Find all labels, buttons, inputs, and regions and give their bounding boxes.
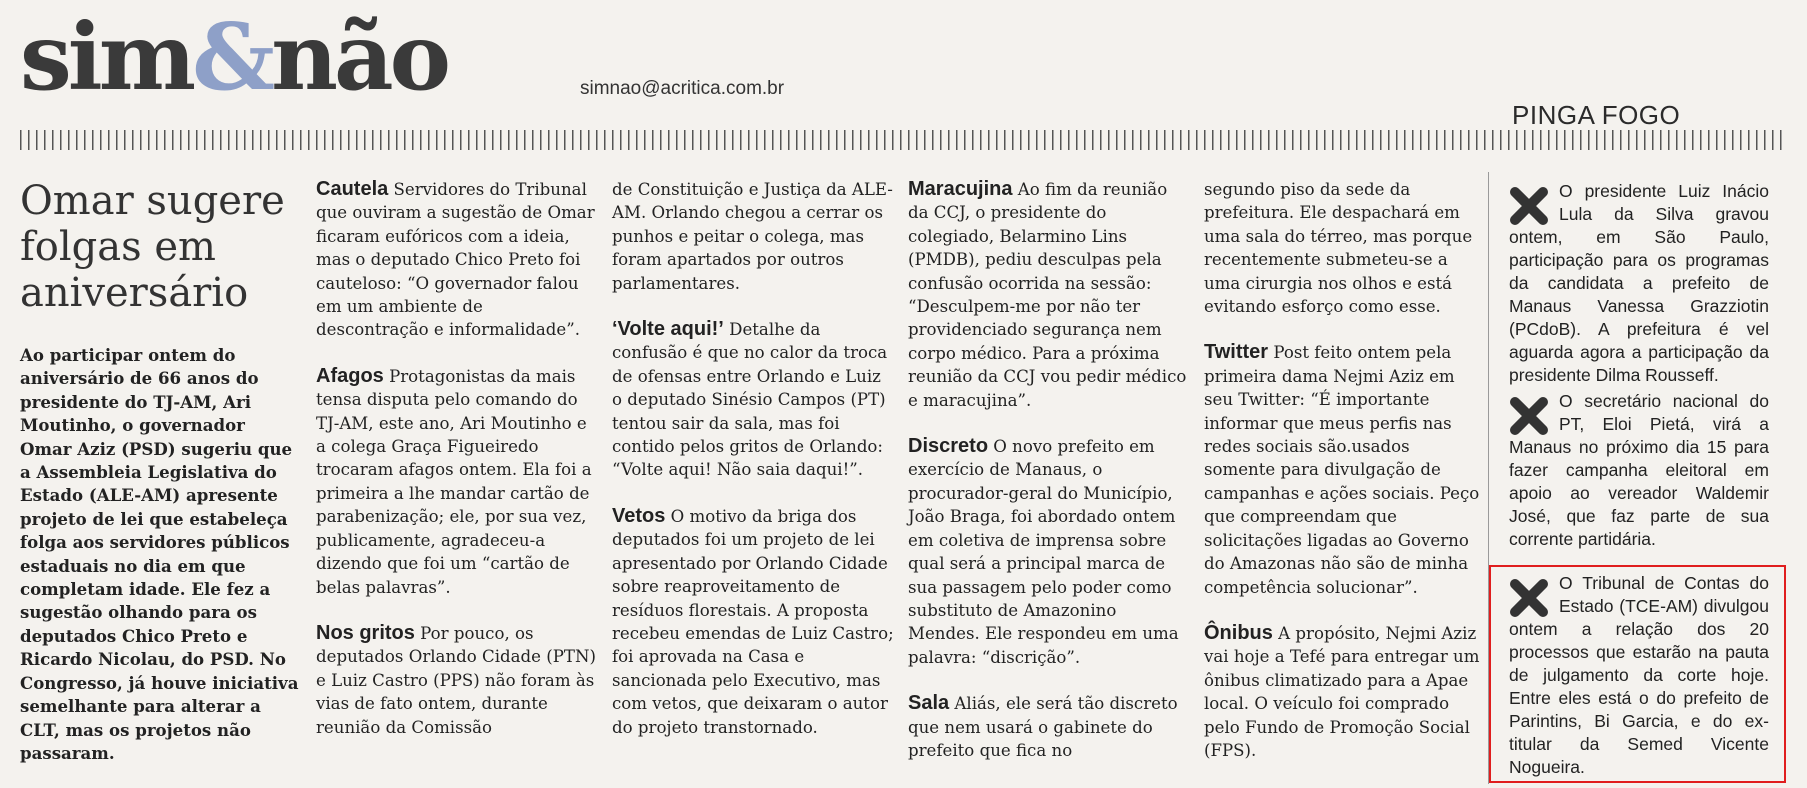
note-maracujina (908, 178, 1190, 412)
note-text: Protagonistas da mais tensa disputa pelo comando do TJ-AM, este ano, Ari Moutinho e a colega Graça Figueiredo trocaram afagos ontem. Ela foi a primeira a lhe mandar cartão de parabenização; ele, por sua vez, publicamente, agradeceu-a dizendo que foi um “cartão de belas palavras”. (316, 366, 592, 597)
section-label-pinga-fogo: PINGA FOGO (1512, 100, 1681, 130)
note-cautela (316, 178, 598, 342)
note-nos-gritos-continued (612, 178, 894, 295)
note-keyword: Maracujina (908, 178, 1013, 200)
red-highlight-box (1489, 565, 1786, 783)
notes-column-1 (316, 178, 598, 762)
notes-column-3 (908, 178, 1190, 785)
note-keyword: Discreto (908, 435, 989, 458)
x-mark-icon (1509, 396, 1549, 436)
note-keyword: Nos gritos (316, 621, 415, 644)
pinga-fogo-text: O presidente Luiz Inácio Lula da Silva gravou ontem, em São Paulo, participação para os programas da candidata a prefeito de Manaus Vanessa Grazziotin (PCdoB). A prefeitura é vel aguarda agora a participação da presidente Dilma Rousseff. (1509, 181, 1769, 385)
note-text: Post feito ontem pela primeira dama Nejmi Aziz em seu Twitter: “É importante informar que meus perfis nas redes sociais são.usados somente para divulgação de campanhas e ações sociais. Peço que compreendam que solicitações ligadas ao Governo do Amazonas não são de minha competência solucionar”. (1204, 343, 1480, 597)
note-text: de Constituição e Justiça da ALE-AM. Orlando chegou a cerrar os punhos e peitar o colega, mas foram apartados por outros parlamentares. (612, 180, 893, 293)
note-nos-gritos (316, 622, 598, 739)
note-text: Ao fim da reunião da CCJ, o presidente do colegiado, Belarmino Lins (PMDB), pediu desculpas pela confusão ocorrida na sessão: “Desculpem-me por não ter providenciado segurança nem corpo médico. Para a próxima reunião da CCJ vou pedir médico e maracujina”. (908, 180, 1187, 410)
notes-column-2 (612, 178, 894, 762)
notes-column-4 (1204, 178, 1486, 785)
note-afagos (316, 365, 598, 599)
note-text: Por pouco, os deputados Orlando Cidade (PTN) e Luiz Castro (PPS) não foram às vias de fato ontem, durante reunião da Comissão (316, 623, 596, 737)
article-lead: Ao participar ontem do aniversário de 66 anos do presidente do TJ-AM, Ari Moutinho, o governador Omar Aziz (PSD) sugeriu que a Assembleia Legislativa do Estado (ALE-AM) apresente projeto de lei que estabeleça folga aos servidores públicos estaduais no dia em que completam idade. Ele fez a sugestão olhando para os deputados Chico Preto e Ricardo Nicolau, do PSD. No Congresso, já houve iniciativa semelhante para alterar a CLT, mas os projetos não passaram. (20, 345, 299, 763)
note-text: Aliás, ele será tão discreto que nem usará o gabinete do prefeito que fica no (908, 694, 1178, 760)
column-logo (20, 2, 447, 112)
note-keyword: Vetos (612, 504, 666, 527)
logo-word-sim: sim (20, 3, 193, 111)
note-sala-continued (1204, 178, 1486, 318)
article-headline: Omar sugere folgas em aniversário (20, 178, 285, 316)
note-keyword: Sala (908, 692, 950, 715)
note-text: O novo prefeito em exercício de Manaus, o procurador-geral do Município, João Braga, foi abordado ontem em coletiva de imprensa sobre qual será a principal marca de sua passagem pelo poder como substituto de Amazonino Mendes. Ele respondeu em uma palavra: “discrição”. (908, 437, 1179, 667)
logo-word-nao: não (271, 3, 448, 111)
decorative-tick-rule (20, 130, 1787, 150)
note-keyword: ‘Volte aqui!’ (612, 318, 724, 341)
note-keyword: Ônibus (1204, 621, 1273, 644)
note-discreto (908, 435, 1190, 669)
note-text: Servidores do Tribunal que ouviram a sugestão de Omar ficaram eufóricos com a ideia, mas o deputado Chico Preto foi cauteloso: “O governador falou em um ambiente de descontração e informalidade”. (316, 180, 595, 340)
logo-ampersand: & (192, 3, 272, 111)
pinga-fogo-item (1509, 180, 1769, 387)
note-text: Detalhe da confusão é que no calor da troca de ofensas entre Orlando e Luiz o deputado Sinésio Campos (PT) tentou sair da sala, mas foi contido pelos gritos de Orlando: “Volte aqui! Não saia daqui!”. (612, 320, 888, 480)
note-vetos (612, 505, 894, 739)
note-keyword: Cautela (316, 178, 389, 200)
contact-email[interactable]: simnao@acritica.com.br (580, 78, 785, 99)
note-onibus (1204, 622, 1486, 762)
pinga-fogo-text: O secretário nacional do PT, Eloi Pietá, virá a Manaus no próximo dia 15 para fazer campanha eleitoral em apoio ao vereador Waldemir José, que faz parte de sua corrente partidária. (1509, 391, 1769, 549)
note-text: segundo piso da sede da prefeitura. Ele despachará em uma sala do térreo, mas porque recentemente submeteu-se a uma cirurgia nos olhos e está evitando esforço como esse. (1204, 180, 1473, 317)
pinga-fogo-text: O Tribunal de Contas do Estado (TCE-AM) divulgou ontem a relação dos 20 processos que estarão na pauta de julgamento da corte hoje. Entre eles está o do prefeito de Parintins, Bi Garcia, e do ex-titular da Semed Vicente Nogueira. (1509, 573, 1769, 777)
x-mark-icon (1509, 186, 1549, 226)
note-text: O motivo da briga dos deputados foi um projeto de lei apresentado por Orlando Cidade sobre reaproveitamento de resíduos florestais. A proposta recebeu emendas de Luiz Castro; foi aprovada na Casa e sancionada pelo Executivo, mas com vetos, que deixaram o autor do projeto transtornado. (612, 506, 894, 737)
note-volte-aqui (612, 318, 894, 482)
pinga-fogo-item (1509, 390, 1769, 551)
note-keyword: Twitter (1204, 341, 1269, 364)
note-twitter (1204, 341, 1486, 598)
note-sala (908, 692, 1190, 762)
note-keyword: Afagos (316, 364, 384, 387)
note-text: A propósito, Nejmi Aziz vai hoje a Tefé para entregar um ônibus climatizado para a Apae local. O veículo foi comprado pelo Fundo de Promoção Social (FPS). (1204, 623, 1480, 760)
